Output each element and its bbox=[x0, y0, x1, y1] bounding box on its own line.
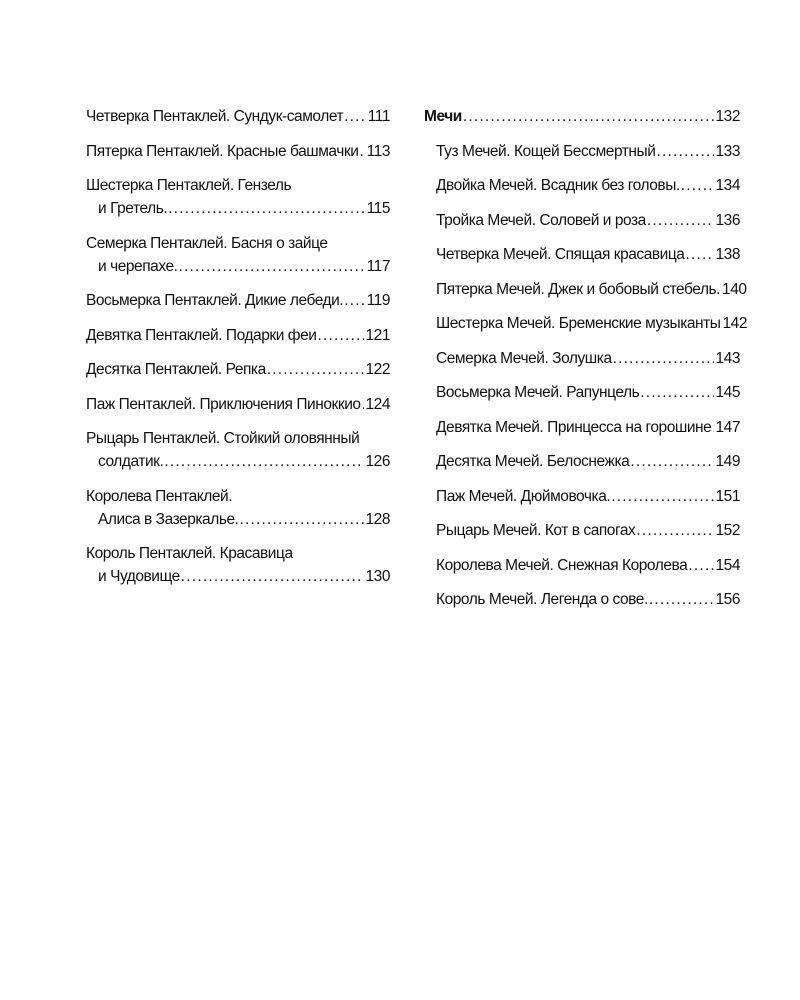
toc-entry-title: Рыцарь Пентаклей. Стойкий оловянный bbox=[86, 430, 360, 447]
toc-line bbox=[424, 485, 740, 508]
toc-line bbox=[424, 312, 747, 335]
toc-page-number: 119 bbox=[366, 292, 390, 309]
toc-page-number: 145 bbox=[715, 384, 740, 401]
toc-page-number: 113 bbox=[366, 142, 390, 160]
toc-entry-title: Паж Пентаклей. Приключения Пиноккио bbox=[86, 395, 361, 413]
toc-entry-title-continued: Алиса в Зазеркалье. bbox=[98, 510, 239, 528]
toc-entry-title: Шестерка Мечей. Бременские музыканты bbox=[436, 315, 721, 332]
toc-entry-title: Восьмерка Мечей. Рапунцель bbox=[436, 384, 640, 401]
toc-entry bbox=[86, 324, 390, 347]
toc-page-number: 126 bbox=[365, 453, 390, 470]
toc-page-number: 149 bbox=[715, 453, 740, 470]
toc-entry-title: Король Мечей. Легенда о сове. bbox=[436, 591, 648, 608]
toc-entry-title: Рыцарь Мечей. Кот в сапогах bbox=[436, 522, 636, 539]
toc-page-number: 111 bbox=[367, 108, 390, 125]
toc-entry bbox=[424, 554, 740, 577]
dot-leader bbox=[613, 347, 715, 370]
toc-entry-title: Тройка Мечей. Соловей и роза bbox=[436, 211, 646, 229]
toc-entry bbox=[86, 427, 390, 473]
toc-line bbox=[424, 209, 740, 232]
toc-entry bbox=[86, 542, 390, 588]
toc-entry bbox=[86, 289, 390, 312]
toc-page-number: 152 bbox=[715, 522, 740, 539]
toc-line bbox=[86, 197, 390, 220]
dot-leader bbox=[359, 140, 365, 163]
dot-leader bbox=[344, 105, 367, 128]
toc-entry-title-continued: солдатик. bbox=[98, 453, 164, 470]
toc-line bbox=[424, 450, 740, 473]
dot-leader bbox=[181, 565, 365, 588]
toc-line bbox=[424, 140, 740, 163]
toc-entry bbox=[424, 450, 740, 473]
toc-page-number: 130 bbox=[365, 568, 390, 585]
dot-leader bbox=[649, 588, 715, 611]
toc-entry-title: Пятерка Мечей. Джек и бобовый стебель. bbox=[436, 280, 721, 298]
toc-line bbox=[424, 554, 740, 577]
toc-line bbox=[424, 381, 740, 404]
dot-leader bbox=[630, 450, 714, 473]
toc-line bbox=[86, 393, 390, 416]
toc-line bbox=[86, 508, 390, 531]
dot-leader bbox=[636, 519, 714, 542]
toc-line bbox=[86, 485, 390, 508]
toc-left-column bbox=[86, 105, 390, 600]
toc-entry bbox=[424, 381, 740, 404]
toc-line bbox=[424, 174, 740, 197]
toc-line bbox=[86, 140, 390, 163]
toc-line bbox=[86, 255, 390, 278]
toc-page-number: 133 bbox=[715, 142, 740, 160]
toc-entry bbox=[424, 519, 740, 542]
dot-leader bbox=[656, 140, 714, 163]
toc-entry-title: Десятка Мечей. Белоснежка bbox=[436, 453, 630, 470]
toc-right-column bbox=[424, 105, 747, 623]
toc-page-number: 156 bbox=[715, 591, 740, 608]
toc-entry-title: Королева Мечей. Снежная Королева bbox=[436, 556, 688, 574]
toc-entry bbox=[86, 232, 390, 278]
toc-entry-title: Король Пентаклей. Красавица bbox=[86, 545, 293, 562]
toc-page-number: 117 bbox=[366, 257, 390, 275]
toc-entry-title: Паж Мечей. Дюймовочка. bbox=[436, 487, 611, 505]
toc-entry-title: Четверка Пентаклей. Сундук-самолет bbox=[86, 108, 344, 125]
toc-page-number: 115 bbox=[366, 200, 390, 217]
toc-entry-title: Четверка Мечей. Спящая красавица bbox=[436, 246, 685, 263]
dot-leader bbox=[317, 324, 364, 347]
toc-entry bbox=[86, 393, 390, 416]
dot-leader bbox=[168, 197, 365, 220]
toc-line bbox=[424, 278, 747, 301]
dot-leader bbox=[239, 508, 364, 531]
toc-entry-title: Шестерка Пентаклей. Гензель bbox=[86, 177, 292, 194]
toc-line bbox=[424, 416, 740, 439]
toc-entry-title-continued: и черепахе. bbox=[98, 257, 178, 275]
toc-entry-title: Пятерка Пентаклей. Красные башмачки bbox=[86, 142, 359, 160]
toc-entry-title-continued: и Чудовище bbox=[98, 568, 180, 585]
dot-leader bbox=[640, 381, 714, 404]
toc-entry bbox=[86, 485, 390, 531]
toc-entry-title: Семерка Мечей. Золушка bbox=[436, 349, 612, 367]
toc-line bbox=[424, 105, 740, 128]
toc-page-number: 136 bbox=[715, 211, 740, 229]
toc-entry bbox=[86, 140, 390, 163]
toc-line bbox=[86, 232, 390, 255]
toc-page-number: 124 bbox=[365, 395, 390, 413]
toc-entry-title: Двойка Мечей. Всадник без головы. bbox=[436, 177, 680, 194]
section-title: Мечи bbox=[424, 108, 462, 125]
toc-line bbox=[424, 519, 740, 542]
toc-entry bbox=[424, 347, 740, 370]
toc-page-number: 154 bbox=[715, 556, 740, 574]
dot-leader bbox=[267, 358, 365, 381]
toc-entry bbox=[86, 358, 390, 381]
toc-page-number: 134 bbox=[715, 177, 740, 194]
dot-leader bbox=[344, 289, 365, 312]
toc-entry-title: Туз Мечей. Кощей Бессмертный bbox=[436, 142, 656, 160]
toc-line bbox=[86, 542, 390, 565]
dot-leader bbox=[362, 393, 365, 416]
toc-entry bbox=[424, 485, 740, 508]
toc-entry-title: Восьмерка Пентаклей. Дикие лебеди. bbox=[86, 292, 344, 309]
toc-page-number: 147 bbox=[715, 418, 740, 436]
toc-entry bbox=[424, 174, 740, 197]
dot-leader bbox=[712, 416, 714, 439]
toc-entry bbox=[86, 105, 390, 128]
toc-entry-title: Королева Пентаклей. bbox=[86, 487, 233, 505]
toc-entry-title: Девятка Пентаклей. Подарки феи bbox=[86, 326, 317, 344]
toc-line bbox=[86, 105, 390, 128]
toc-entry bbox=[86, 174, 390, 220]
toc-line bbox=[86, 289, 390, 312]
toc-page-number: 138 bbox=[715, 246, 740, 263]
dot-leader bbox=[463, 105, 715, 128]
dot-leader bbox=[681, 174, 715, 197]
toc-line bbox=[86, 450, 390, 473]
toc-entry bbox=[424, 278, 747, 301]
toc-page-number: 140 bbox=[722, 280, 747, 298]
toc-line bbox=[424, 243, 740, 266]
toc-section-heading bbox=[424, 105, 740, 128]
toc-entry bbox=[424, 243, 740, 266]
dot-leader bbox=[688, 554, 714, 577]
toc-page-number: 143 bbox=[715, 349, 740, 367]
dot-leader bbox=[647, 209, 715, 232]
dot-leader bbox=[178, 255, 365, 278]
toc-line bbox=[86, 427, 390, 450]
toc-page-number: 128 bbox=[365, 510, 390, 528]
toc-entry-title: Девятка Мечей. Принцесса на горошине bbox=[436, 418, 712, 436]
toc-entry bbox=[424, 312, 747, 335]
toc-line bbox=[86, 565, 390, 588]
toc-line bbox=[424, 347, 740, 370]
toc-page-number: 132 bbox=[715, 108, 740, 125]
toc-entry-title: Десятка Пентаклей. Репка bbox=[86, 361, 266, 378]
toc-entry-title: Семерка Пентаклей. Басня о зайце bbox=[86, 234, 328, 252]
dot-leader bbox=[164, 450, 364, 473]
toc-page-number: 142 bbox=[722, 315, 747, 332]
dot-leader bbox=[685, 243, 714, 266]
toc-line bbox=[86, 358, 390, 381]
toc-entry-title-continued: и Гретель. bbox=[98, 200, 168, 217]
toc-entry bbox=[424, 588, 740, 611]
toc-line bbox=[86, 174, 390, 197]
toc-line bbox=[424, 588, 740, 611]
toc-line bbox=[86, 324, 390, 347]
toc-entry bbox=[424, 416, 740, 439]
toc-entry bbox=[424, 140, 740, 163]
toc-page-number: 151 bbox=[715, 487, 740, 505]
toc-entry bbox=[424, 209, 740, 232]
toc-page-number: 121 bbox=[365, 326, 390, 344]
dot-leader bbox=[611, 485, 714, 508]
toc-page-number: 122 bbox=[365, 361, 390, 378]
